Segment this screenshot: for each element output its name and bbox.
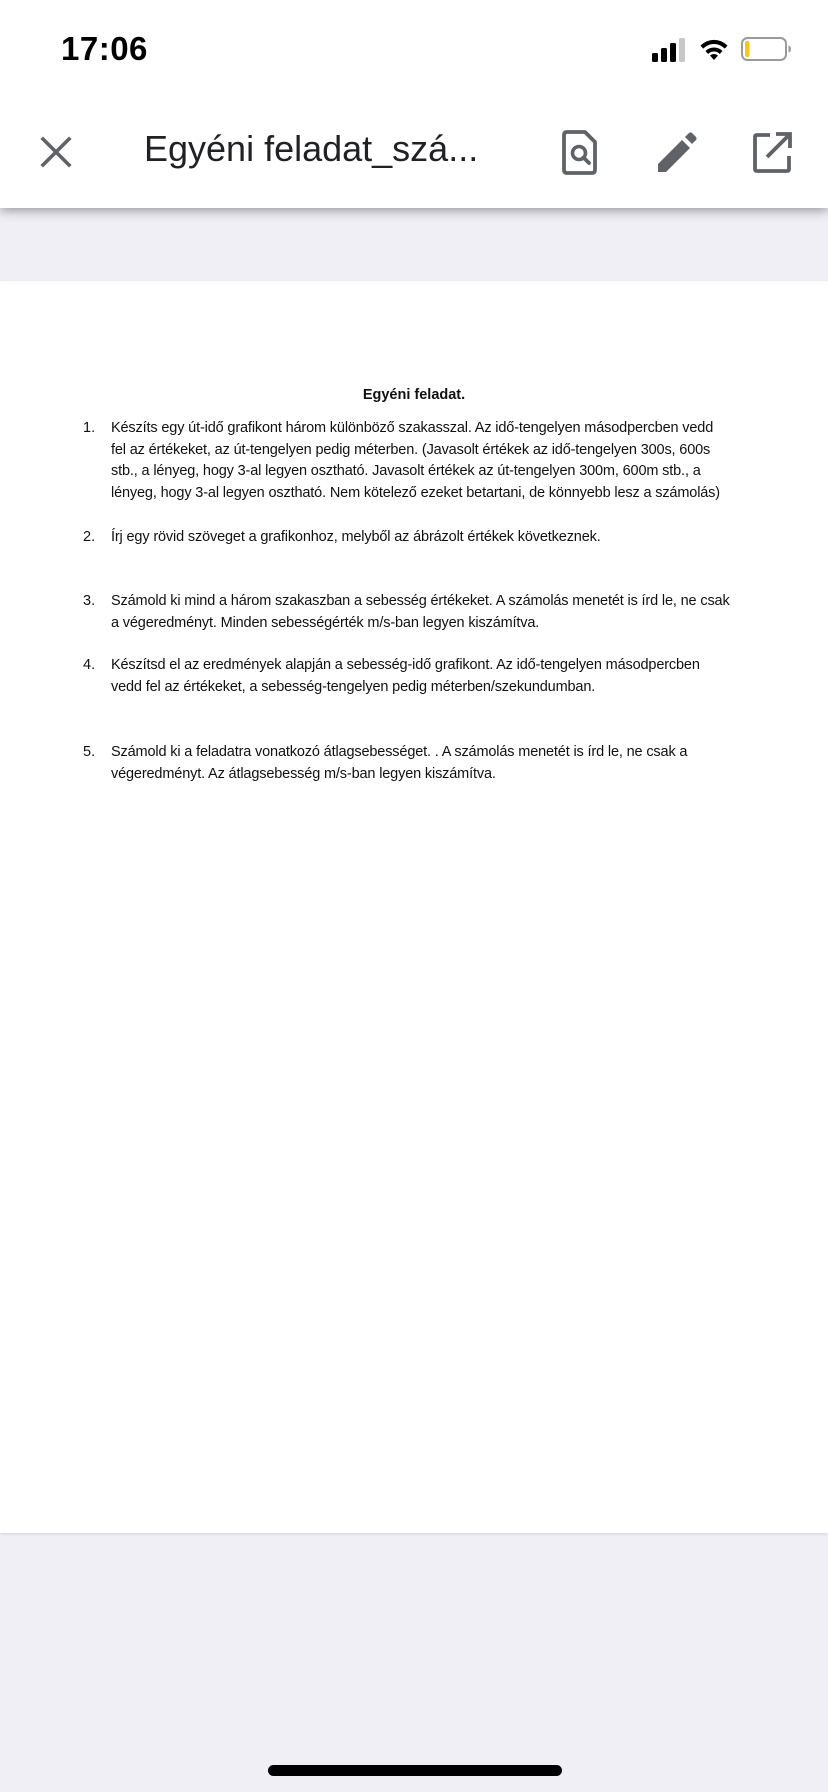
signal-icon <box>652 38 688 62</box>
status-time: 17:06 <box>61 30 148 67</box>
task-number: 1. <box>83 420 96 436</box>
doc-heading: Egyéni feladat. <box>362 387 466 403</box>
task-line: lényeg, hogy 3-al legyen osztható. Nem kötelező ezeket betartani, de könnyebb lesz a számolás) <box>111 484 720 501</box>
battery-icon <box>741 37 791 61</box>
task-line: Készítsd el az eredmények alapján a sebesség-idő grafikont. Az idő-tengelyen másodpercben <box>111 657 700 673</box>
top-bar <box>0 0 828 208</box>
task-line: Számold ki a feladatra vonatkozó átlagsebességet. . A számolás menetét is írd le, ne csak a <box>111 744 688 760</box>
find-in-page-button[interactable] <box>558 128 602 176</box>
signal-bar-1 <box>652 53 658 62</box>
edit-button[interactable] <box>654 128 698 176</box>
task-line: végeredményt. Az átlagsebesség m/s-ban legyen kiszámítva. <box>111 765 496 782</box>
task-line: a végeredményt. Minden sebességérték m/s-ban legyen kiszámítva. <box>111 614 540 631</box>
document-page <box>0 281 828 1533</box>
signal-bar-3 <box>670 43 676 62</box>
task-line: Készíts egy út-idő grafikont három különböző szakasszal. Az idő-tengelyen másodpercben vedd <box>111 420 714 436</box>
home-indicator[interactable] <box>268 1765 562 1776</box>
task-line: vedd fel az értékeket, a sebesség-tengelyen pedig méterben/szekundumban. <box>111 678 596 695</box>
battery-level-fill <box>745 41 750 57</box>
task-line: Számold ki mind a három szakaszban a sebesség értékeket. A számolás menetét is írd le, ne csak <box>111 593 730 609</box>
find-in-page-icon <box>558 128 602 176</box>
task-number: 2. <box>83 529 96 545</box>
close-icon <box>38 134 74 170</box>
pencil-icon <box>654 128 698 176</box>
task-line: fel az értékeket, az út-tengelyen pedig méterben. (Javasolt értékek az idő-tengelyen 300s, 600s <box>111 441 711 458</box>
task-number: 4. <box>83 657 96 673</box>
task-number: 5. <box>83 744 96 760</box>
open-in-new-icon <box>750 128 794 176</box>
close-button[interactable] <box>38 134 74 170</box>
document-title: Egyéni feladat_szá... <box>144 128 479 169</box>
signal-bar-4 <box>679 38 685 62</box>
wifi-icon <box>698 36 730 62</box>
task-number: 3. <box>83 593 96 609</box>
signal-bar-2 <box>661 48 667 62</box>
open-in-new-button[interactable] <box>750 128 794 176</box>
task-line: Írj egy rövid szöveget a grafikonhoz, melyből az ábrázolt értékek következnek. <box>111 529 601 545</box>
task-line: stb., a lényeg, hogy 3-al legyen osztható. Javasolt értékek az út-tengelyen 300m, 600m stb., a <box>111 463 701 479</box>
